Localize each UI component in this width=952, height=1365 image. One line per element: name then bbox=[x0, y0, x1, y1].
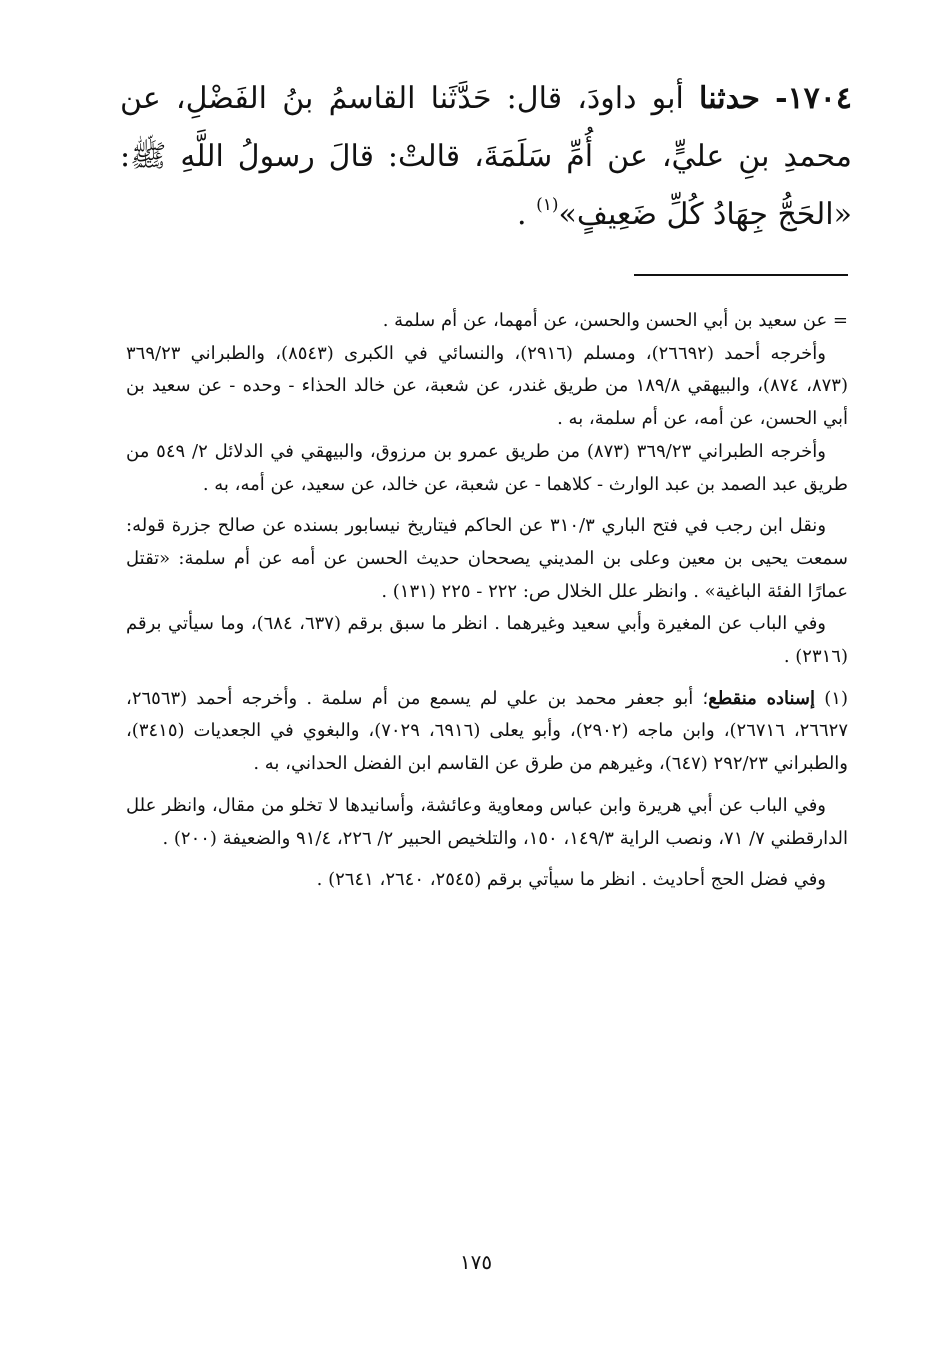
hadith-end: . bbox=[517, 197, 537, 232]
footnote-1 bbox=[126, 683, 848, 781]
footnote-paragraph-7: وفي الباب عن أبي هريرة وابن عباس ومعاوية وعائشة، وأسانيدها لا تخلو من مقال، وانظر علل الدارقطني ٧/ ٧١، ونصب الراية ١٤٩/٣، ١٥٠، والتلخيص الحبير ٢/ ٢٢٦، ٩١/٤ والضعيفة (٢٠٠) . bbox=[126, 794, 848, 849]
hadith-body: أبو داودَ، قال: حَدَّثَنا القاسمُ بنُ الفَضْلِ، عن محمدِ بنِ عليٍّ، عن أُمِّ سَلَمَةَ، قالتْ: قالَ رسولُ اللَّهِ ﷺ: «الحَجُّ جِهَادُ كُلِّ ضَعِيفٍ» bbox=[120, 81, 852, 232]
hadith-text bbox=[120, 70, 852, 244]
footnote-paragraph-3: وأخرجه الطبراني ٣٦٩/٢٣ (٨٧٣) من طريق عمرو بن مرزوق، والبيهقي في الدلائل ٢/ ٥٤٩ من طريق عبد الصمد بن عبد الوارث - كلاهما - عن شعبة، عن خالد، عن سعيد، عن أمه، به . bbox=[126, 440, 848, 495]
footnote-separator bbox=[634, 274, 848, 276]
footnote-paragraph-4: ونقل ابن رجب في فتح الباري ٣١٠/٣ عن الحاكم فيتاريخ نيسابور بسنده عن صالح جزرة قوله: سمعت يحيى بن معين وعلى بن المديني يصححان حديث الحسن عن أمه عن أم سلمة: «تقتل عمارًا الفئة الباغية» . وانظر علل الخلال ص: ٢٢٢ - ٢٢٥ (١٣١) . bbox=[126, 515, 848, 602]
footnote-1-verdict: إسناده منقطع bbox=[708, 687, 816, 709]
footnote-paragraph-2: وأخرجه أحمد (٢٦٦٩٢)، ومسلم (٢٩١٦)، والنسائي في الكبرى (٨٥٤٣)، والطبراني ٣٦٩/٢٣ (٨٧٣، ٨٧٤)، والبيهقي ١٨٩/٨ من طريق غندر، عن شعبة، عن خالد الحذاء - وحده - عن سعيد بن أبي الحسن، عن أمه، عن أم سلمة، به . bbox=[126, 342, 848, 430]
footnote-1-number: (١) bbox=[815, 687, 848, 709]
footnotes bbox=[126, 305, 848, 897]
footnote-paragraph-8: وفي فضل الحج أحاديث . انظر ما سيأتي برقم (٢٥٤٥، ٢٦٤٠، ٢٦٤١) . bbox=[316, 869, 826, 891]
hadith-lead-word: حدثنا bbox=[699, 81, 760, 116]
footnote-continuation: = عن سعيد بن أبي الحسن والحسن، عن أمهما، عن أم سلمة . bbox=[382, 310, 848, 331]
footnote-reference: (١) bbox=[536, 195, 559, 215]
footnote-paragraph-5: وفي الباب عن المغيرة وأبي سعيد وغيرهما . انظر ما سبق برقم (٦٣٧، ٦٨٤)، وما سيأتي برقم (٢٣١٦) . bbox=[126, 613, 848, 668]
footnote-1-text: ؛ أبو جعفر محمد بن علي لم يسمع من أم سلمة . وأخرجه أحمد (٢٦٥٦٣، ٢٦٦٢٧، ٢٦٧١٦)، وابن ماجه (٢٩٠٢)، وأبو يعلى (٦٩١٦، ٧٠٢٩)، والبغوي في الجعديات (٣٤١٥)، والطبراني ٢٩٢/٢٣ (٦٤٧)، وغيرهم من طرق عن القاسم ابن الفضل الحداني، به . bbox=[126, 687, 848, 775]
hadith-number: ١٧٠٤- bbox=[775, 81, 852, 116]
page-number: ١٧٥ bbox=[459, 1250, 493, 1274]
